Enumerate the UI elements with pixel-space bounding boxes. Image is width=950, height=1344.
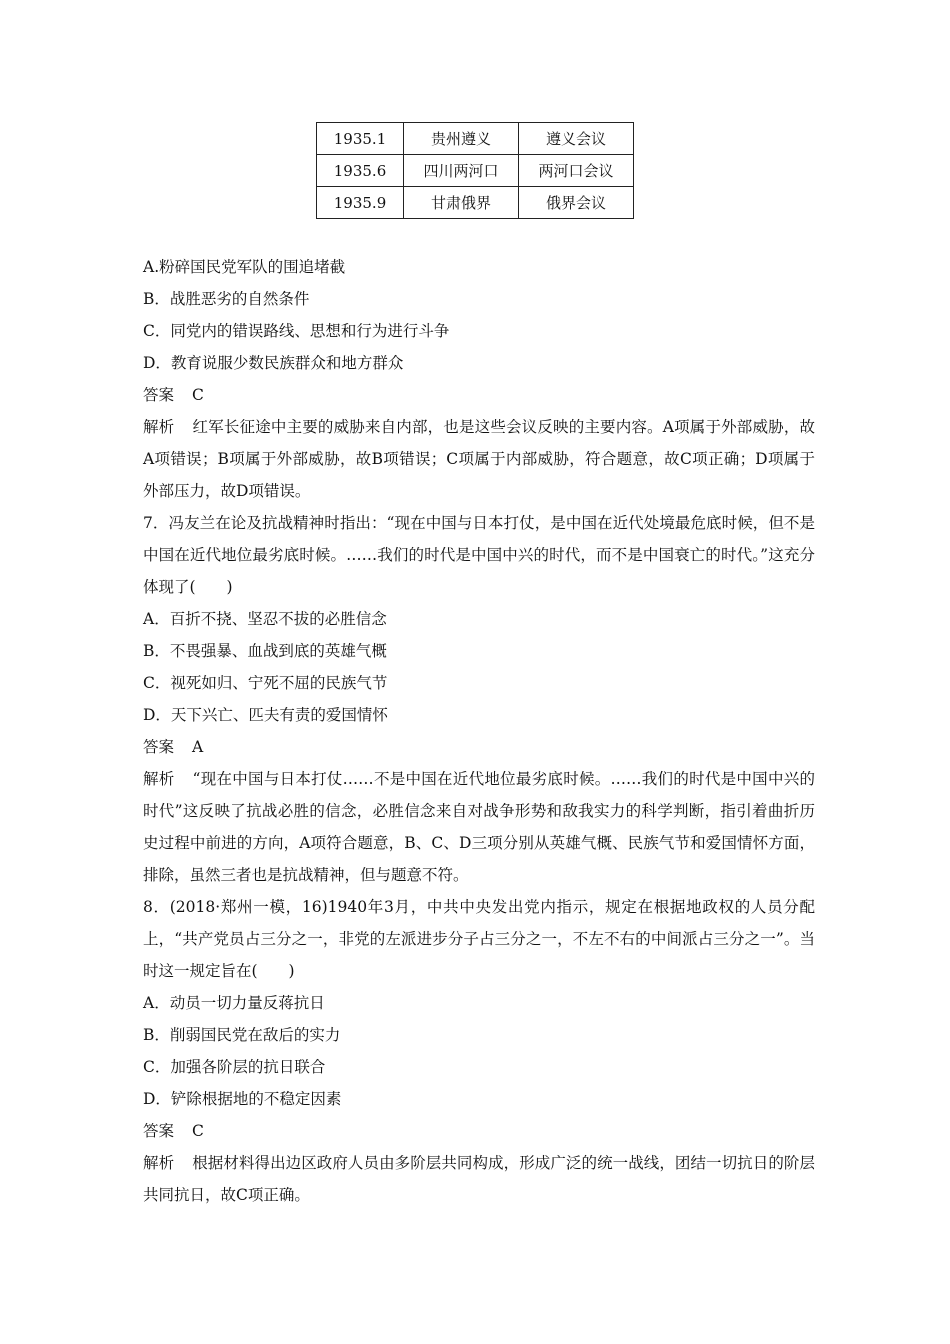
q6-option-d: D．教育说服少数民族群众和地方群众 bbox=[143, 354, 404, 372]
answer-value: C bbox=[192, 386, 204, 404]
analysis-label: 解析 bbox=[143, 1154, 175, 1172]
q8-analysis bbox=[143, 1147, 815, 1211]
table-row bbox=[317, 123, 634, 155]
q8-option-c: C．加强各阶层的抗日联合 bbox=[143, 1058, 326, 1076]
table-cell-meeting: 遵义会议 bbox=[519, 123, 634, 155]
analysis-label: 解析 bbox=[143, 418, 175, 436]
analysis-text: 根据材料得出边区政府人员由多阶层共同构成，形成广泛的统一战线，团结一切抗日的阶层共同抗日，故C项正确。 bbox=[143, 1154, 815, 1204]
answer-label: 答案 bbox=[143, 738, 175, 756]
q7-answer bbox=[143, 731, 815, 763]
table-cell-place: 贵州遵义 bbox=[404, 123, 519, 155]
q6-option-b: B．战胜恶劣的自然条件 bbox=[143, 290, 310, 308]
q6-analysis bbox=[143, 411, 815, 507]
q8-option-a: A．动员一切力量反蒋抗日 bbox=[143, 994, 325, 1012]
q7-option-a: A．百折不挠、坚忍不拔的必胜信念 bbox=[143, 610, 387, 628]
q6-option-a: A.粉碎国民党军队的围追堵截 bbox=[143, 258, 346, 276]
q6-option-c: C．同党内的错误路线、思想和行为进行斗争 bbox=[143, 322, 450, 340]
q8-option-b: B．削弱国民党在敌后的实力 bbox=[143, 1026, 341, 1044]
table-cell-date: 1935.6 bbox=[317, 155, 404, 187]
table-cell-date: 1935.9 bbox=[317, 187, 404, 219]
q7-option-c: C．视死如归、宁死不屈的民族气节 bbox=[143, 674, 388, 692]
q7-option-d: D．天下兴亡、匹夫有责的爱国情怀 bbox=[143, 706, 388, 724]
q7-stem: 7．冯友兰在论及抗战精神时指出：“现在中国与日本打仗，是中国在近代处境最危底时候，但不是中国在近代地位最劣底时候。……我们的时代是中国中兴的时代，而不是中国衰亡的时代。”这充分体现了( ) bbox=[143, 514, 815, 596]
q6-answer bbox=[143, 379, 815, 411]
q8-option-d: D．铲除根据地的不稳定因素 bbox=[143, 1090, 342, 1108]
analysis-text: “现在中国与日本打仗……不是中国在近代地位最劣底时候。……我们的时代是中国中兴的时代”这反映了抗战必胜的信念，必胜信念来自对战争形势和敌我实力的科学判断，指引着曲折历史过程中前进的方向，A项符合题意，B、C、D三项分别从英雄气概、民族气节和爱国情怀方面，排除，虽然三者也是抗战精神，但与题意不符。 bbox=[143, 770, 815, 884]
table-row bbox=[317, 187, 634, 219]
table-cell-place: 甘肃俄界 bbox=[404, 187, 519, 219]
answer-label: 答案 bbox=[143, 1122, 175, 1140]
table-cell-date: 1935.1 bbox=[317, 123, 404, 155]
q8-answer bbox=[143, 1115, 815, 1147]
table-cell-meeting: 俄界会议 bbox=[519, 187, 634, 219]
table-cell-meeting: 两河口会议 bbox=[519, 155, 634, 187]
analysis-label: 解析 bbox=[143, 770, 175, 788]
q7-option-b: B．不畏强暴、血战到底的英雄气概 bbox=[143, 642, 387, 660]
answer-value: C bbox=[192, 1122, 204, 1140]
analysis-text: 红军长征途中主要的威胁来自内部，也是这些会议反映的主要内容。A项属于外部威胁，故A项错误；B项属于外部威胁，故B项错误；C项属于内部威胁，符合题意，故C项正确；D项属于外部压力，故D项错误。 bbox=[143, 418, 815, 500]
question-content bbox=[143, 251, 815, 1211]
answer-value: A bbox=[192, 738, 204, 756]
q8-stem: 8．(2018·郑州一模，16)1940年3月，中共中央发出党内指示，规定在根据地政权的人员分配上，“共产党员占三分之一，非党的左派进步分子占三分之一，不左不右的中间派占三分之一”。当时这一规定旨在( ) bbox=[143, 898, 815, 980]
q7-analysis bbox=[143, 763, 815, 891]
answer-label: 答案 bbox=[143, 386, 175, 404]
meetings-table bbox=[316, 122, 634, 219]
table-cell-place: 四川两河口 bbox=[404, 155, 519, 187]
table-row bbox=[317, 155, 634, 187]
